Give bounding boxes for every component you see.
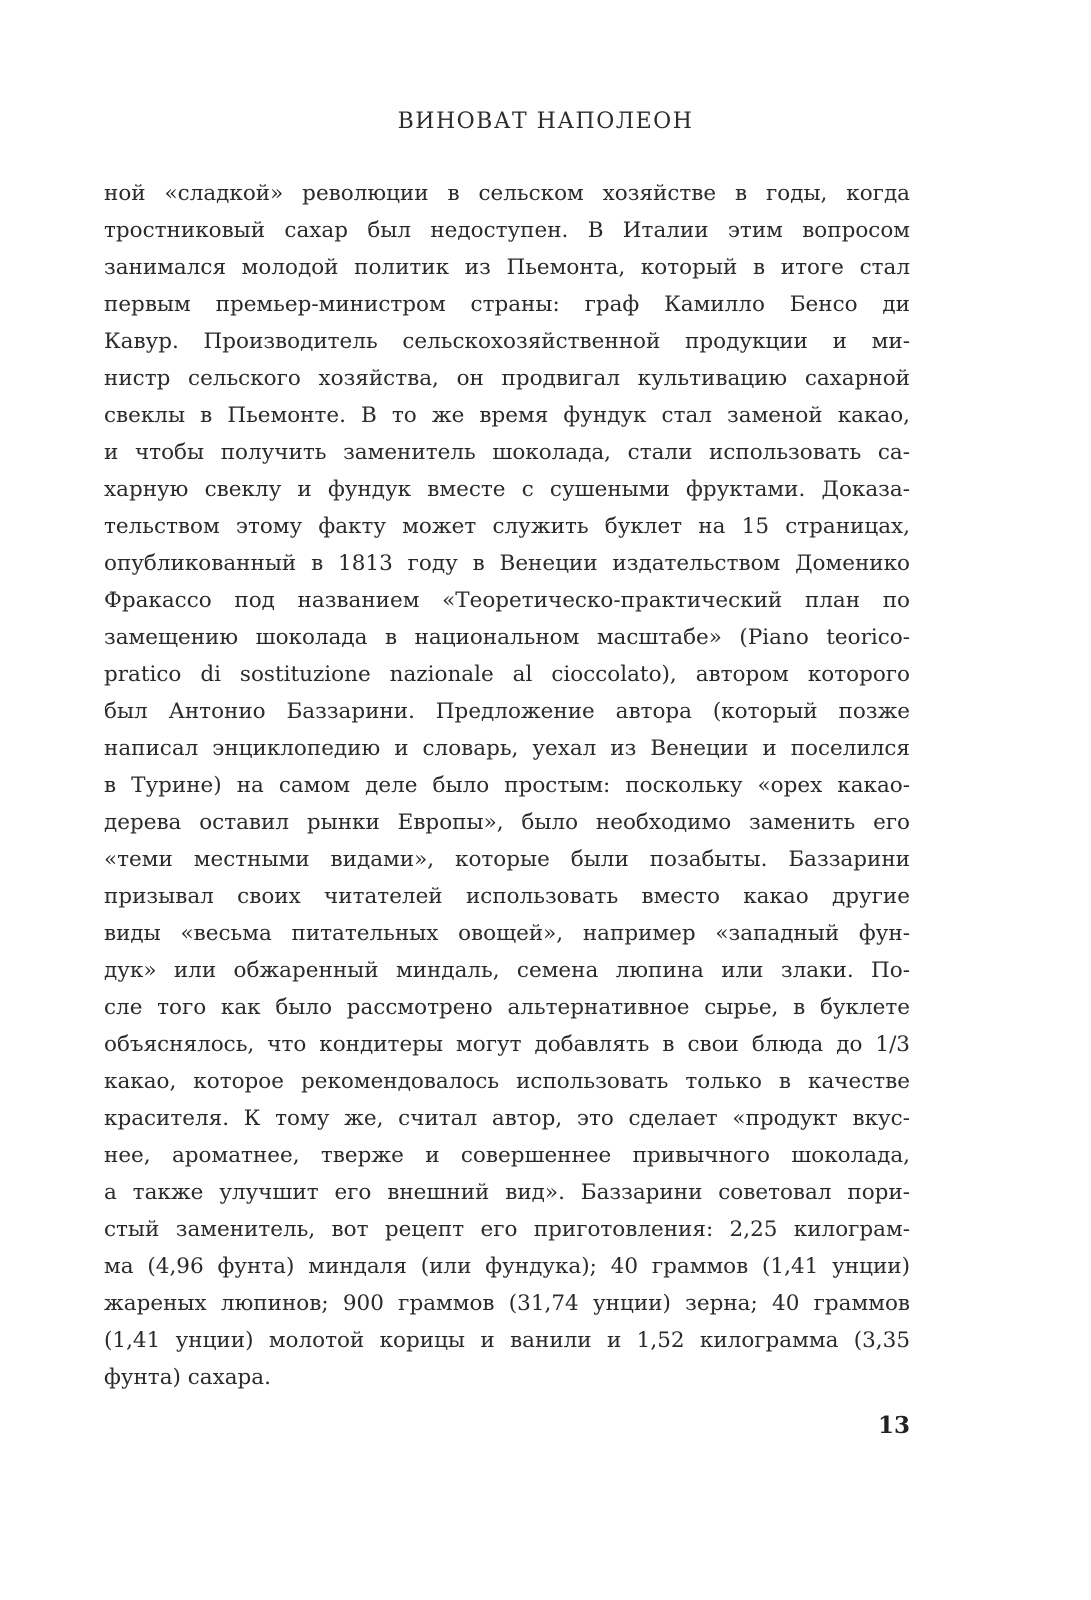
text-line: ма (4,96 фунта) миндаля (или фундука); 40 граммов (1,41 унции): [104, 1254, 910, 1279]
body-text: [104, 175, 910, 1396]
text-line: тельством этому факту может служить буклет на 15 страницах,: [104, 514, 910, 539]
text-line: виды «весьма питательных овощей», например «западный фун-: [104, 921, 910, 946]
text-line: нее, ароматнее, тверже и совершеннее привычного шоколада,: [104, 1143, 910, 1168]
text-line: Кавур. Производитель сельскохозяйственной продукции и ми-: [104, 329, 910, 354]
text-line: сле того как было рассмотрено альтернативное сырье, в буклете: [104, 995, 910, 1020]
text-line: в Турине) на самом деле было простым: поскольку «орех какао-: [104, 773, 910, 798]
text-line: харную свеклу и фундук вместе с сушеными фруктами. Доказа-: [104, 477, 910, 502]
text-line: жареных люпинов; 900 граммов (31,74 унции) зерна; 40 граммов: [104, 1291, 910, 1316]
text-line: свеклы в Пьемонте. В то же время фундук стал заменой какао,: [104, 403, 910, 428]
text-line: нистр сельского хозяйства, он продвигал культивацию сахарной: [104, 366, 910, 391]
text-line: был Антонио Баззарини. Предложение автора (который позже: [104, 699, 910, 724]
text-line: pratico di sostituzione nazionale al cioccolato), автором которого: [104, 662, 910, 687]
running-head: ВИНОВАТ НАПОЛЕОН: [397, 109, 694, 134]
text-line: первым премьер-министром страны: граф Камилло Бенсо ди: [104, 292, 910, 317]
text-line: опубликованный в 1813 году в Венеции издательством Доменико: [104, 551, 910, 576]
text-line: фунта) сахара.: [104, 1365, 271, 1390]
text-line: «теми местными видами», которые были позабыты. Баззарини: [104, 847, 910, 872]
text-line: красителя. К тому же, считал автор, это сделает «продукт вкус-: [104, 1106, 910, 1131]
text-line: а также улучшит его внешний вид». Баззарини советовал пори-: [104, 1180, 910, 1205]
page-number: 13: [877, 1412, 910, 1439]
text-line: какао, которое рекомендовалось использовать только в качестве: [104, 1069, 910, 1094]
text-line: Фракассо под названием «Теоретическо-практический план по: [104, 588, 910, 613]
text-line: ной «сладкой» революции в сельском хозяйстве в годы, когда: [104, 181, 910, 206]
text-line: дерева оставил рынки Европы», было необходимо заменить его: [104, 810, 910, 835]
text-line: объяснялось, что кондитеры могут добавлять в свои блюда до 1/3: [104, 1032, 910, 1057]
text-line: написал энциклопедию и словарь, уехал из Венеции и поселился: [104, 736, 910, 761]
text-line: замещению шоколада в национальном масштабе» (Piano teorico-: [104, 625, 910, 650]
text-line: стый заменитель, вот рецепт его приготовления: 2,25 килограм-: [104, 1217, 910, 1242]
text-line: тростниковый сахар был недоступен. В Италии этим вопросом: [104, 218, 910, 243]
text-line: дук» или обжаренный миндаль, семена люпина или злаки. По-: [104, 958, 910, 983]
text-line: призывал своих читателей использовать вместо какао другие: [104, 884, 910, 909]
text-line: занимался молодой политик из Пьемонта, который в итоге стал: [104, 255, 910, 280]
text-line: и чтобы получить заменитель шоколада, стали использовать са-: [104, 440, 910, 465]
text-line: (1,41 унции) молотой корицы и ванили и 1,52 килограмма (3,35: [104, 1328, 910, 1353]
